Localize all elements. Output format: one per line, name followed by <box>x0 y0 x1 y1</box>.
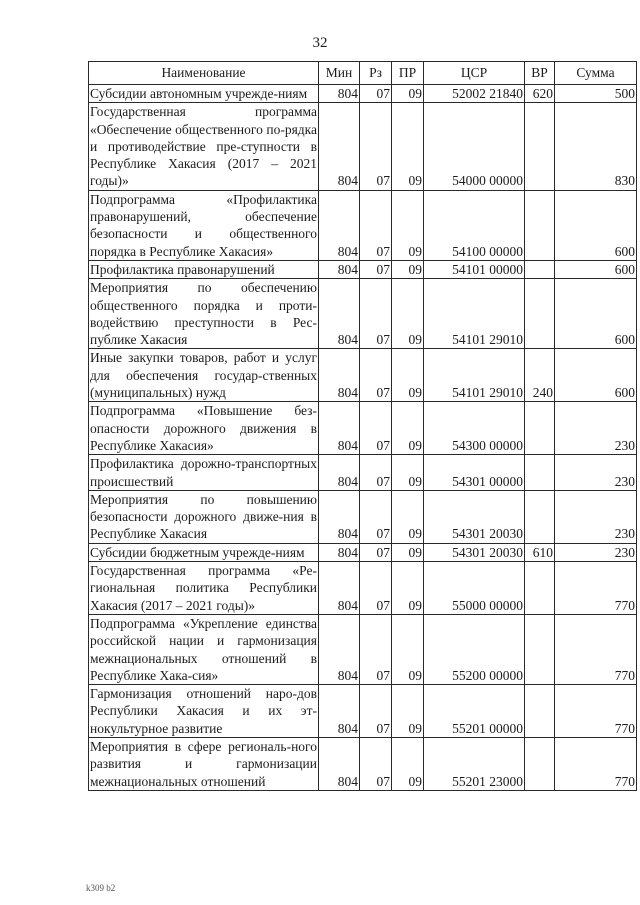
cell-name: Подпрограмма «Укрепление единства российской нации и гармонизация межнациональных отношений в Республике Хака-сия» <box>90 615 317 683</box>
cell-name: Мероприятия по повышению безопасности дорожного движе-ния в Республике Хакасия <box>90 491 317 542</box>
cell-min: 804 <box>319 455 360 491</box>
cell-sum: 230 <box>555 455 637 491</box>
cell-pr: 09 <box>392 614 424 684</box>
cell-csr: 54101 29010 <box>424 279 525 349</box>
cell-rz: 07 <box>360 279 392 349</box>
cell-min: 804 <box>319 614 360 684</box>
cell-csr: 55200 00000 <box>424 614 525 684</box>
cell-name: Мероприятия по обеспечению общественного порядка и проти-водействию преступности в Рес-публике Хакасия <box>90 280 317 348</box>
cell-name: Иные закупки товаров, работ и услуг для обеспечения государ-ственных (муниципальных) нужд <box>90 350 317 401</box>
table-row <box>89 737 637 790</box>
cell-pr: 09 <box>392 190 424 260</box>
table-row <box>89 402 637 455</box>
page-number: 32 <box>312 35 328 51</box>
cell-name: Гармонизация отношений наро-дов Республики Хакасия и их эт-нокультурное развитие <box>90 686 317 736</box>
footer-code: k309 b2 <box>86 883 116 893</box>
cell-sum: 230 <box>555 402 637 455</box>
cell-vr <box>525 260 555 278</box>
header-rz: Рз <box>360 62 392 85</box>
budget-table <box>88 61 637 791</box>
cell-rz: 07 <box>360 190 392 260</box>
cell-csr: 55201 23000 <box>424 737 525 790</box>
cell-rz: 07 <box>360 490 392 543</box>
cell-min: 804 <box>319 103 360 190</box>
cell-min: 804 <box>319 85 360 103</box>
cell-vr <box>525 190 555 260</box>
cell-csr: 54000 00000 <box>424 103 525 190</box>
cell-pr: 09 <box>392 543 424 561</box>
cell-name: Государственная программа «Обеспечение общественного по-рядка и противодействие пре-ступности в Республике Хакасия (2017 – 2021 годы)» <box>90 104 317 189</box>
table-row <box>89 490 637 543</box>
cell-sum: 600 <box>555 349 637 402</box>
header-sum: Сумма <box>555 62 637 85</box>
cell-csr: 52002 21840 <box>424 85 525 103</box>
cell-rz: 07 <box>360 562 392 615</box>
cell-name: Профилактика дорожно-транспортных происшествий <box>90 456 317 489</box>
table-row <box>89 85 637 103</box>
table-row <box>89 349 637 402</box>
cell-vr <box>525 279 555 349</box>
cell-sum: 600 <box>555 190 637 260</box>
cell-pr: 09 <box>392 562 424 615</box>
cell-name: Профилактика правонарушений <box>89 260 319 278</box>
cell-rz: 07 <box>360 685 392 738</box>
header-name: Наименование <box>89 62 319 85</box>
cell-pr: 09 <box>392 490 424 543</box>
cell-name: Подпрограмма «Профилактика правонарушений, обеспечение безопасности и общественного порядка в Республике Хакасия» <box>90 191 317 259</box>
cell-rz: 07 <box>360 103 392 190</box>
cell-sum: 600 <box>555 279 637 349</box>
cell-rz: 07 <box>360 543 392 561</box>
table-row <box>89 455 637 491</box>
cell-pr: 09 <box>392 737 424 790</box>
cell-vr <box>525 455 555 491</box>
cell-sum: 770 <box>555 737 637 790</box>
cell-min: 804 <box>319 349 360 402</box>
cell-vr <box>525 103 555 190</box>
cell-pr: 09 <box>392 103 424 190</box>
cell-csr: 54301 00000 <box>424 455 525 491</box>
header-csr: ЦСР <box>424 62 525 85</box>
header-min: Мин <box>319 62 360 85</box>
cell-vr <box>525 490 555 543</box>
cell-name: Субсидии автономным учрежде-ниям <box>89 85 319 103</box>
cell-name: Государственная программа «Ре-гиональная политика Республики Хакасия (2017 – 2021 годы)» <box>90 563 317 613</box>
cell-min: 804 <box>319 490 360 543</box>
cell-rz: 07 <box>360 260 392 278</box>
table-row <box>89 103 637 190</box>
cell-csr: 54301 20030 <box>424 490 525 543</box>
cell-min: 804 <box>319 562 360 615</box>
cell-pr: 09 <box>392 402 424 455</box>
table-row <box>89 685 637 738</box>
cell-name: Субсидии бюджетным учрежде-ниям <box>89 543 319 561</box>
cell-vr: 620 <box>525 85 555 103</box>
cell-min: 804 <box>319 279 360 349</box>
cell-pr: 09 <box>392 279 424 349</box>
cell-rz: 07 <box>360 402 392 455</box>
table-header-row <box>89 62 637 85</box>
cell-pr: 09 <box>392 685 424 738</box>
cell-rz: 07 <box>360 737 392 790</box>
cell-csr: 54101 00000 <box>424 260 525 278</box>
cell-vr <box>525 402 555 455</box>
cell-pr: 09 <box>392 349 424 402</box>
cell-sum: 230 <box>555 543 637 561</box>
cell-vr: 610 <box>525 543 555 561</box>
cell-vr <box>525 614 555 684</box>
cell-csr: 54300 00000 <box>424 402 525 455</box>
cell-min: 804 <box>319 543 360 561</box>
cell-csr: 54301 20030 <box>424 543 525 561</box>
cell-vr <box>525 737 555 790</box>
cell-csr: 54100 00000 <box>424 190 525 260</box>
cell-sum: 830 <box>555 103 637 190</box>
table-row <box>89 190 637 260</box>
table-row <box>89 562 637 615</box>
cell-sum: 600 <box>555 260 637 278</box>
cell-sum: 230 <box>555 490 637 543</box>
cell-sum: 770 <box>555 562 637 615</box>
cell-csr: 55201 00000 <box>424 685 525 738</box>
cell-min: 804 <box>319 402 360 455</box>
table-row <box>89 260 637 278</box>
cell-rz: 07 <box>360 85 392 103</box>
cell-pr: 09 <box>392 260 424 278</box>
cell-vr: 240 <box>525 349 555 402</box>
cell-sum: 500 <box>555 85 637 103</box>
table-row <box>89 279 637 349</box>
cell-min: 804 <box>319 190 360 260</box>
cell-min: 804 <box>319 685 360 738</box>
cell-min: 804 <box>319 737 360 790</box>
cell-name: Мероприятия в сфере региональ-ного развития и гармонизации межнациональных отношений <box>90 738 317 789</box>
cell-csr: 54101 29010 <box>424 349 525 402</box>
cell-rz: 07 <box>360 614 392 684</box>
table-row <box>89 614 637 684</box>
cell-rz: 07 <box>360 349 392 402</box>
cell-rz: 07 <box>360 455 392 491</box>
cell-csr: 55000 00000 <box>424 562 525 615</box>
header-vr: ВР <box>525 62 555 85</box>
header-pr: ПР <box>392 62 424 85</box>
cell-min: 804 <box>319 260 360 278</box>
table-row <box>89 543 637 561</box>
cell-sum: 770 <box>555 685 637 738</box>
cell-pr: 09 <box>392 455 424 491</box>
cell-name: Подпрограмма «Повышение без-опасности дорожного движения в Республике Хакасия» <box>90 403 317 453</box>
cell-vr <box>525 562 555 615</box>
cell-vr <box>525 685 555 738</box>
cell-sum: 770 <box>555 614 637 684</box>
cell-pr: 09 <box>392 85 424 103</box>
